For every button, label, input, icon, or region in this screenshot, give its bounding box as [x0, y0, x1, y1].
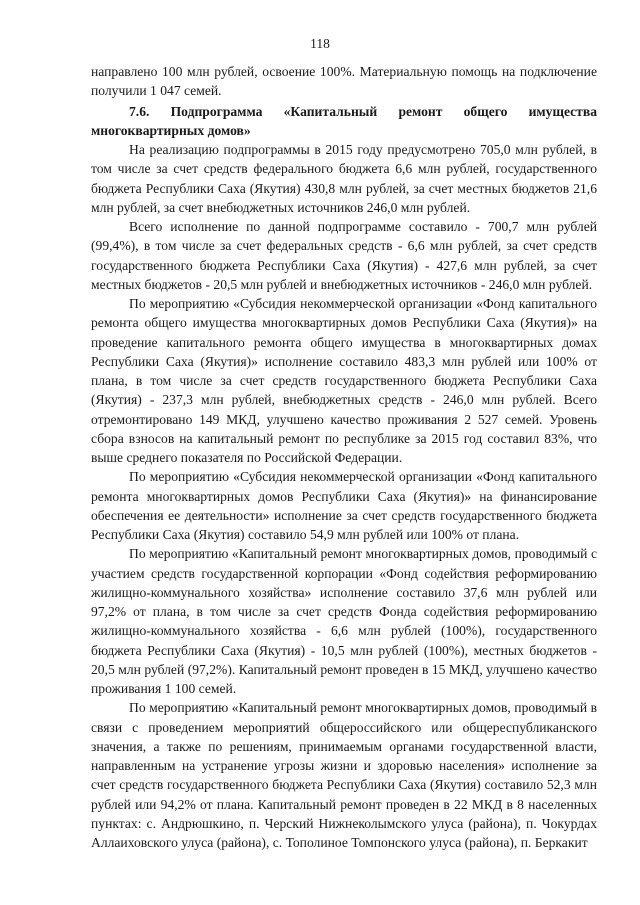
paragraph: По мероприятию «Капитальный ремонт многоквартирных домов, проводимый с участием средств государственной корпорации «Фонд содействия реформированию жилищно-коммунального хозяйства» исполнение составило 37,6 млн рублей или 97,2% от плана, в том числе за счет средств Фонда содействия реформированию жилищно-коммунального хозяйства - 6,6 млн рублей (100%), государственного бюджета Республики Саха (Якутия) - 10,5 млн рублей (100%), местных бюджетов - 20,5 млн рублей (97,2%). Капитальный ремонт проведен в 15 МКД, улучшено качество проживания 1 100 семей. — [91, 546, 597, 696]
section-heading: 7.6. Подпрограмма «Капитальный ремонт общего имущества многоквартирных домов» — [91, 103, 597, 138]
paragraph: На реализацию подпрограммы в 2015 году предусмотрено 705,0 млн рублей, в том числе за счет средств федерального бюджета 6,6 млн рублей, государственного бюджета Республики Саха (Якутия) 430,8 млн рублей, за счет местных бюджетов 21,6 млн рублей, за счет внебюджетных источников 246,0 млн рублей. — [91, 142, 597, 215]
paragraph: Всего исполнение по данной подпрограмме составило - 700,7 млн рублей (99,4%), в том числе за счет федеральных средств - 6,6 млн рублей, за счет средств государственного бюджета Республики Саха (Якутия) - 427,6 млн рублей, за счет местных бюджетов - 20,5 млн рублей и внебюджетных источников - 246,0 млн рублей. — [91, 219, 597, 292]
document-body — [91, 62, 597, 852]
paragraph: По мероприятию «Субсидия некоммерческой организации «Фонд капитального ремонта общего имущества многоквартирных домов Республики Саха (Якутия)» на проведение капитального ремонта общего имущества в многоквартирных домах Республики Саха (Якутия)» исполнение составило 483,3 млн рублей или 100% от плана, в том числе за счет средств государственного бюджета Республики Саха (Якутия) - 237,3 млн рублей, внебюджетных средств - 246,0 млн рублей. Всего отремонтировано 149 МКД, улучшено качество проживания 2 527 семей. Уровень сбора взносов на капитальный ремонт по республике за 2015 год составил 83%, что выше среднего показателя по Российской Федерации. — [91, 296, 597, 465]
page-number: 118 — [310, 36, 330, 51]
paragraph: По мероприятию «Субсидия некоммерческой организации «Фонд капитального ремонта многоквартирных домов Республики Саха (Якутия)» на финансирование обеспечения ее деятельности» исполнение за счет средств государственного бюджета Республики Саха (Якутия) составило 54,9 млн рублей или 100% от плана. — [91, 469, 597, 542]
paragraph: По мероприятию «Капитальный ремонт многоквартирных домов, проводимый в связи с проведением мероприятий общероссийского или общереспубликанского значения, а также по решениям, принимаемым органами государственной власти, направленным на устранение угрозы жизни и здоровью населения» исполнение за счет средств государственного бюджета Республики Саха (Якутия) составило 52,3 млн рублей или 94,2% от плана. Капитальный ремонт проведен в 22 МКД в 8 населенных пунктах: с. Андрюшкино, п. Черский Нижнеколымского улуса (района), п. Чокурдах Аллаиховского улуса (района), с. Тополиное Томпонского улуса (района), п. Беркакит — [91, 700, 597, 850]
paragraph-continuation: направлено 100 млн рублей, освоение 100%. Материальную помощь на подключение получили 1 047 семей. — [91, 64, 597, 99]
